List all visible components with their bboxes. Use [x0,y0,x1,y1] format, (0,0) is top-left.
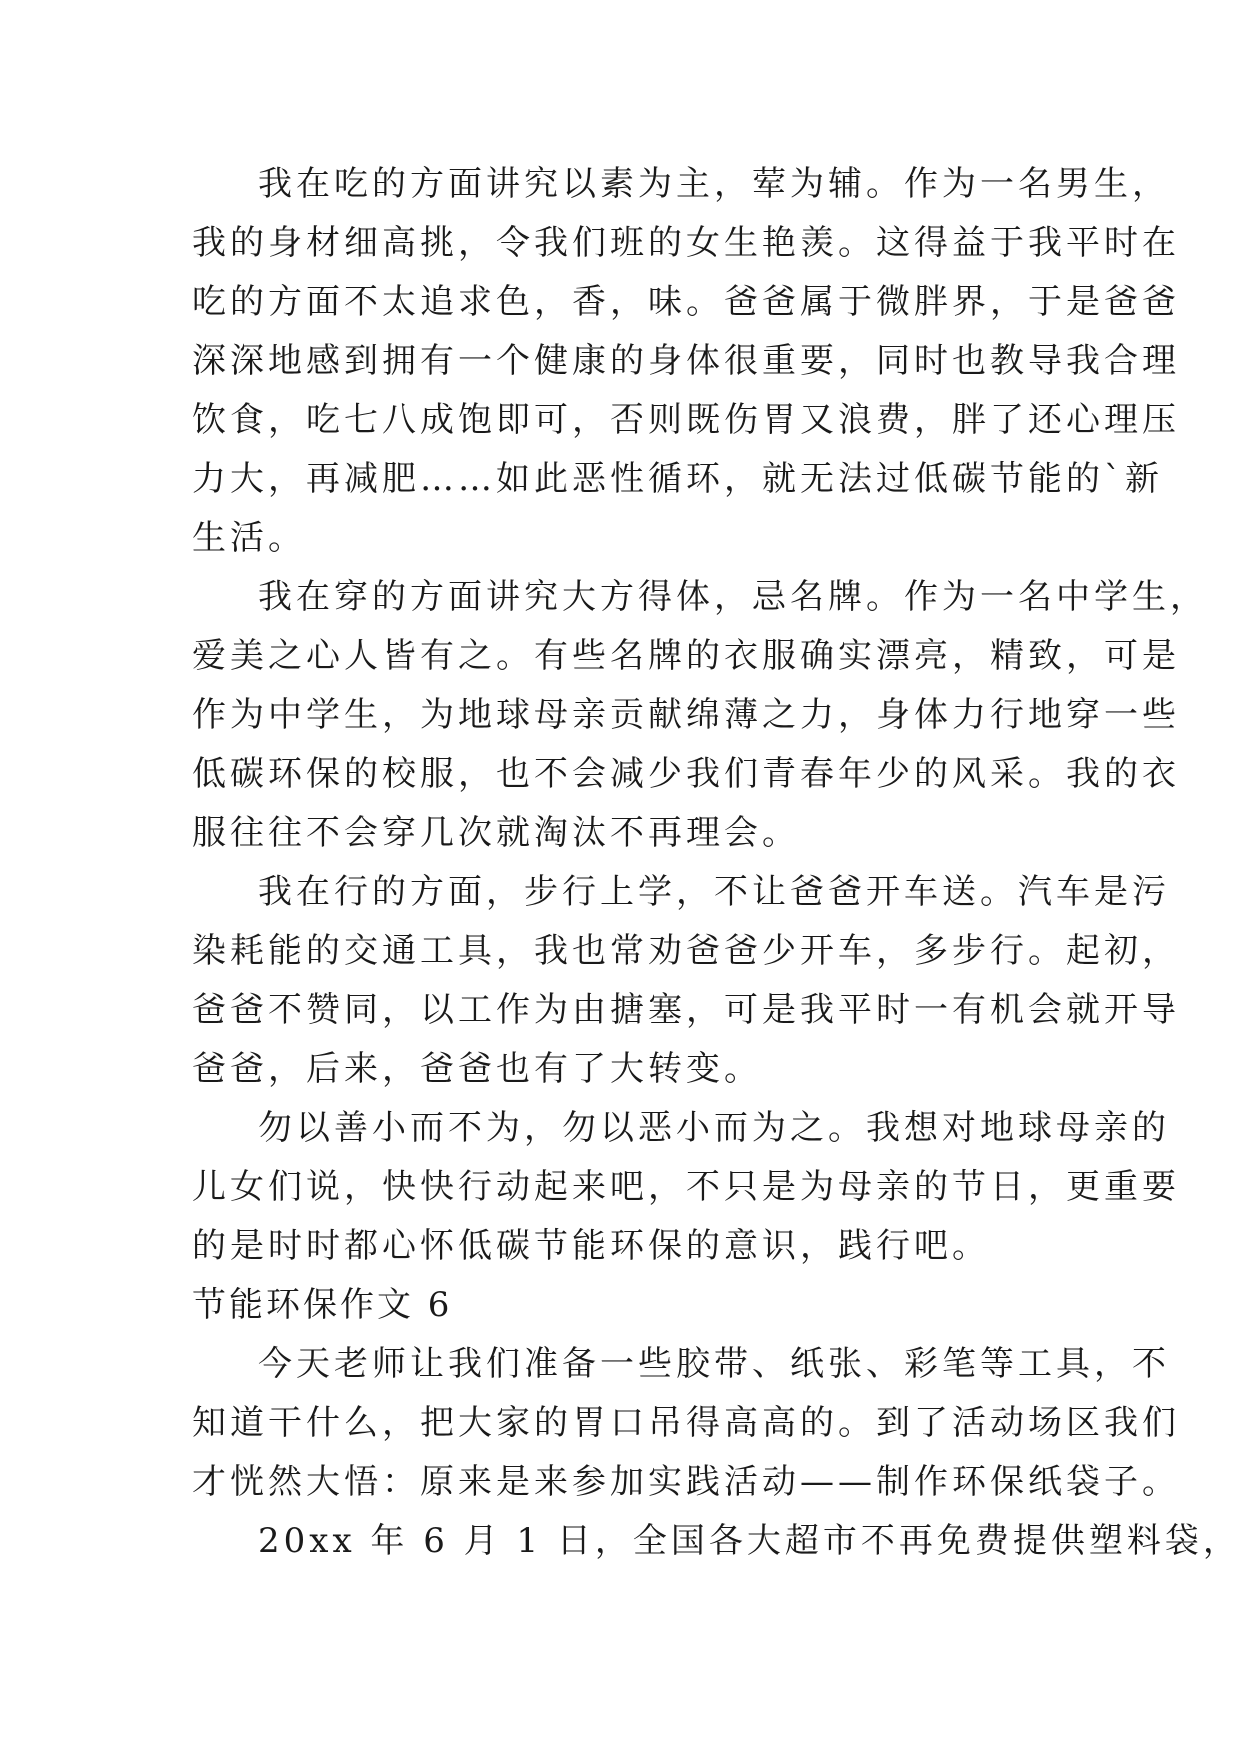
paragraph-line: 才恍然大悟：原来是来参加实践活动——制作环保纸袋子。 [192,1462,1180,1502]
paragraph-line: 吃的方面不太追求色，香，味。爸爸属于微胖界，于是爸爸 [192,282,1180,322]
paragraph-line: 饮食，吃七八成饱即可，否则既伤胃又浪费，胖了还心理压 [192,400,1180,440]
paragraph-line: 知道干什么，把大家的胃口吊得高高的。到了活动场区我们 [192,1403,1180,1443]
paragraph-line: 我在吃的方面讲究以素为主，荤为辅。作为一名男生， [258,164,1170,204]
paragraph-line: 服往往不会穿几次就淘汰不再理会。 [192,813,800,853]
paragraph-line: 作为中学生，为地球母亲贡献绵薄之力，身体力行地穿一些 [192,695,1180,735]
paragraph-line: 力大，再减肥……如此恶性循环，就无法过低碳节能的`新 [192,459,1163,499]
paragraph-line: 20xx 年 6 月 1 日，全国各大超市不再免费提供塑料袋， [258,1521,1241,1561]
paragraph-line: 我在穿的方面讲究大方得体，忌名牌。作为一名中学生， [258,577,1208,617]
paragraph-line: 的是时时都心怀低碳节能环保的意识，践行吧。 [192,1226,990,1266]
paragraph-line: 爱美之心人皆有之。有些名牌的衣服确实漂亮，精致，可是 [192,636,1180,676]
paragraph-line: 我的身材细高挑，令我们班的女生艳羡。这得益于我平时在 [192,223,1180,263]
paragraph-line: 生活。 [192,518,306,558]
paragraph-line: 深深地感到拥有一个健康的身体很重要，同时也教导我合理 [192,341,1180,381]
paragraph-line: 爸爸，后来，爸爸也有了大转变。 [192,1049,762,1089]
paragraph-line: 今天老师让我们准备一些胶带、纸张、彩笔等工具，不 [258,1344,1170,1384]
paragraph-line: 我在行的方面，步行上学，不让爸爸开车送。汽车是污 [258,872,1170,912]
paragraph-line: 低碳环保的校服，也不会减少我们青春年少的风采。我的衣 [192,754,1180,794]
paragraph-line: 儿女们说，快快行动起来吧，不只是为母亲的节日，更重要 [192,1167,1180,1207]
section-heading: 节能环保作文 6 [192,1285,453,1325]
paragraph-line: 爸爸不赞同，以工作为由搪塞，可是我平时一有机会就开导 [192,990,1180,1030]
document-body [192,155,1241,1571]
paragraph-line: 染耗能的交通工具，我也常劝爸爸少开车，多步行。起初， [192,931,1180,971]
paragraph-line: 勿以善小而不为，勿以恶小而为之。我想对地球母亲的 [258,1108,1170,1148]
